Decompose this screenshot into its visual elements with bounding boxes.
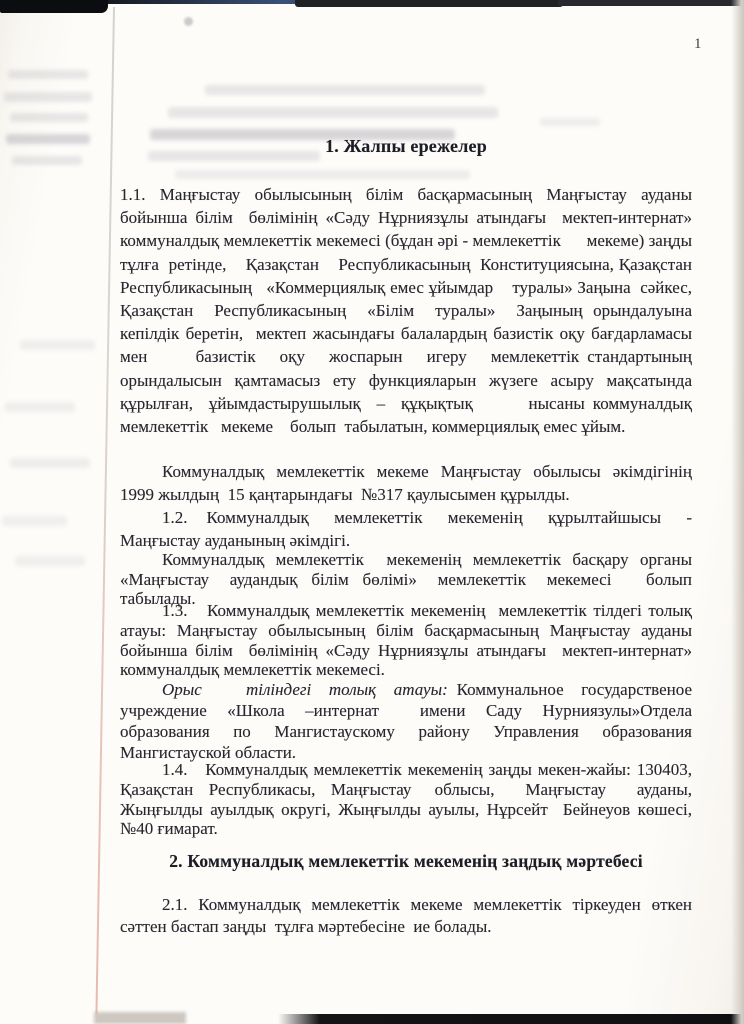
scan-top-right-edge: [558, 0, 744, 6]
scan-speck: [184, 17, 193, 26]
paragraph-1-3-full-name-kazakh: 1.3. Коммуналдық мемлекеттік мекеменің мемлекеттік тілдегі толық атауы: Маңғыстау обылысының білім басқармасының Маңғыстау ауданы бойынша білім бөлімінің «Сәду Нұрниязұлы атындағы мектеп-интернат» коммуналдық мемлекеттік мекемесі.: [120, 601, 697, 680]
scan-top-left-corner: [0, 0, 108, 13]
paragraph-full-name-russian: [120, 679, 697, 763]
scan-right-edge-shadow: [731, 0, 744, 1024]
bleed-through-smudge: [2, 516, 67, 526]
bleed-through-smudge: [10, 113, 88, 122]
bleed-through-smudge: [10, 458, 90, 468]
paragraph-1-2-founder: 1.2. Коммуналдық мемлекеттік мекеменің құрылтайшысы - Маңғыстау ауданының әкімдігі.: [120, 508, 697, 550]
paragraph-founding-decree: Коммуналдық мемлекеттік мекеме Маңғыстау обылысы әкімдігінің 1999 жылдың 15 қаңтарындағы №317 қаулысымен құрылды.: [120, 462, 697, 504]
bleed-through-smudge: [15, 556, 85, 566]
bleed-through-smudge: [6, 134, 90, 144]
section-1-heading: 1. Жалпы ережелер: [325, 136, 487, 156]
russian-name-text: Коммунальное государственое учреждение «Школа –интернат имени Саду Нурниязулы»Отдела образования по Мангистаускому району Управления образования Мангистауской области.: [120, 680, 697, 762]
paragraph-1-1-intro: 1.1. Маңғыстау обылысының білім басқармасының Маңғыстау ауданы бойынша білім бөлімінің «Сәду Нұрниязұлы атындағы мектеп-интернат» коммуналдық мемлекеттік мекемесі (бұдан әрі - мемлекеттік мекеме) заңды тұлға ретінде, Қазақстан Республикасының Конституциясына, Қазақстан Республикасының «Коммерциялық емес ұйымдар туралы» Заңына сәйкес, Қазақстан Республикасының «Білім туралы» Заңының орындалуына кепілдік беретін, мектеп жасындағы балалардың базистік оқу бағдарламасы мен базистік оқу жоспарын игеру мемлекеттік стандартының орындалысын қамтамасыз ету функцияларын жүзеге асыру мақсатында құрылған, ұйымдастырушылық – құқықтық нысаны коммуналдық мемлекеттік мекеме болып табылатын, коммерциялық емес ұйым.: [120, 185, 701, 437]
russian-name-label: Орыс тіліндегі толық атауы:: [162, 680, 448, 699]
scan-bottom-smudge: [94, 1012, 186, 1024]
bleed-through-smudge: [205, 85, 485, 95]
bleed-through-smudge: [20, 340, 95, 350]
page-fold-line: [95, 7, 115, 1014]
bleed-through-smudge: [168, 107, 498, 118]
bleed-through-smudge: [12, 156, 82, 165]
bleed-through-smudge: [4, 92, 92, 102]
scan-top-edge-shadow: [295, 0, 563, 7]
bleed-through-smudge: [8, 70, 88, 79]
paragraph-governing-body: Коммуналдық мемлекеттік мекеменің мемлекеттік басқару органы «Маңғыстау аудандық білім бөлімі» мемлекеттік мекемесі болып табылады.: [120, 550, 697, 608]
paragraph-1-4-legal-address: 1.4. Коммуналдық мемлекеттік мекеменің заңды мекен-жайы: 130403, Қазақстан Республикасы, Маңғыстау облысы, Маңғыстау ауданы, Жыңғылды ауылдық округі, Жыңғылды ауылы, Нұрсейт Бейнеуов көшесі, №40 ғимарат.: [120, 760, 697, 839]
paragraph-2-1-legal-status: 2.1. Коммуналдық мемлекеттік мекеме мемлекеттік тіркеуден өткен сәттен бастап заңды тұлға мәртебесіне ие болады.: [120, 895, 697, 936]
bleed-through-smudge: [175, 170, 470, 179]
bleed-through-smudge: [5, 402, 75, 412]
section-2-heading: 2. Коммуналдық мемлекеттік мекеменің заңдық мәртебесі: [169, 851, 643, 871]
page-number: 1: [694, 36, 702, 52]
scan-bottom-edge: [278, 1014, 744, 1024]
bleed-through-smudge: [540, 118, 600, 126]
